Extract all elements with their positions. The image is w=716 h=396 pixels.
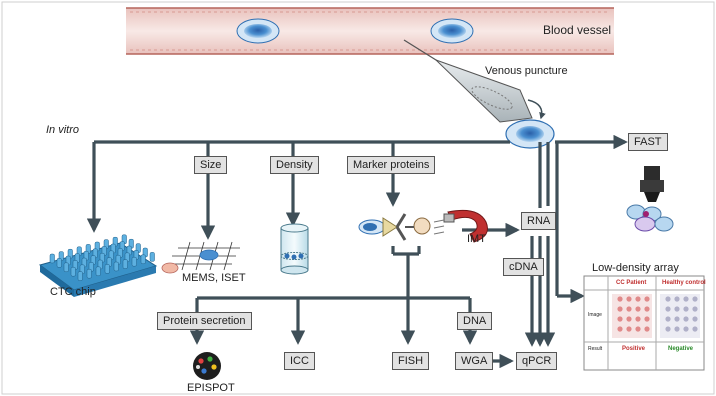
- array-well: [683, 316, 688, 321]
- qpcr-box: qPCR: [516, 352, 557, 370]
- array-well: [683, 306, 688, 311]
- array-well: [635, 296, 640, 301]
- array-well: [692, 316, 697, 321]
- array-well: [683, 326, 688, 331]
- cdna-box: cDNA: [503, 258, 544, 276]
- chip-pillar: [50, 254, 55, 263]
- array-well: [665, 316, 670, 321]
- array-well: [617, 296, 622, 301]
- chip-pillar: [78, 272, 83, 281]
- array-well: [617, 326, 622, 331]
- mems-iset-label: MEMS, ISET: [182, 272, 246, 284]
- protein-secretion-box: Protein secretion: [157, 312, 252, 330]
- array-well: [635, 316, 640, 321]
- venous-puncture-label: Venous puncture: [485, 65, 568, 77]
- dna-box: DNA: [457, 312, 492, 330]
- array-well: [674, 296, 679, 301]
- array-well: [635, 326, 640, 331]
- array-well: [644, 316, 649, 321]
- marker-proteins-box: Marker proteins: [347, 156, 435, 174]
- in-vitro-label: In vitro: [46, 124, 80, 136]
- array-well: [617, 316, 622, 321]
- array-well: [674, 306, 679, 311]
- array-well: [665, 306, 670, 311]
- chip-pillar: [123, 260, 128, 269]
- chip-pillar: [87, 269, 92, 278]
- density-tube-icon: [281, 224, 308, 274]
- chip-pillar: [150, 252, 155, 261]
- array-row-result: Result: [588, 346, 603, 352]
- low-density-array: [584, 276, 704, 370]
- array-well: [665, 296, 670, 301]
- chip-pillar: [141, 255, 146, 264]
- array-well: [644, 306, 649, 311]
- array-well: [665, 326, 670, 331]
- array-well: [626, 296, 631, 301]
- chip-pillar: [57, 258, 62, 267]
- array-well: [683, 296, 688, 301]
- chip-pillar: [96, 267, 101, 276]
- array-well: [692, 326, 697, 331]
- ctc-chip-label: CTC chip: [50, 286, 96, 298]
- array-result-control: Negative: [668, 346, 694, 352]
- array-well: [617, 306, 622, 311]
- chip-pillar: [114, 262, 119, 271]
- blood-vessel-label: Blood vessel: [543, 23, 612, 37]
- chip-pillar: [132, 257, 137, 266]
- epispot-label: EPISPOT: [187, 382, 235, 394]
- array-well: [644, 296, 649, 301]
- imt-label: IMT: [467, 233, 486, 245]
- array-well: [635, 306, 640, 311]
- array-col-control: Healthy control: [662, 280, 706, 286]
- size-box: Size: [194, 156, 227, 174]
- array-row-image: Image: [588, 312, 602, 318]
- fast-box: FAST: [628, 133, 668, 151]
- array-well: [692, 296, 697, 301]
- array-well: [674, 326, 679, 331]
- array-well: [626, 316, 631, 321]
- array-result-patient: Positive: [622, 346, 646, 352]
- blood-vessel: [126, 8, 614, 54]
- icc-box: ICC: [284, 352, 315, 370]
- array-well: [692, 306, 697, 311]
- array-col-patient: CC Patient: [616, 280, 647, 286]
- array-well: [674, 316, 679, 321]
- fish-box: FISH: [392, 352, 429, 370]
- rna-box: RNA: [521, 212, 556, 230]
- epispot-icon: [193, 352, 221, 380]
- chip-pillar: [71, 267, 76, 276]
- chip-pillar: [105, 264, 110, 273]
- array-well: [626, 326, 631, 331]
- array-well: [626, 306, 631, 311]
- chip-pillar: [64, 263, 69, 272]
- wga-box: WGA: [455, 352, 493, 370]
- array-well: [644, 326, 649, 331]
- density-box: Density: [270, 156, 319, 174]
- array-title: Low-density array: [592, 262, 679, 274]
